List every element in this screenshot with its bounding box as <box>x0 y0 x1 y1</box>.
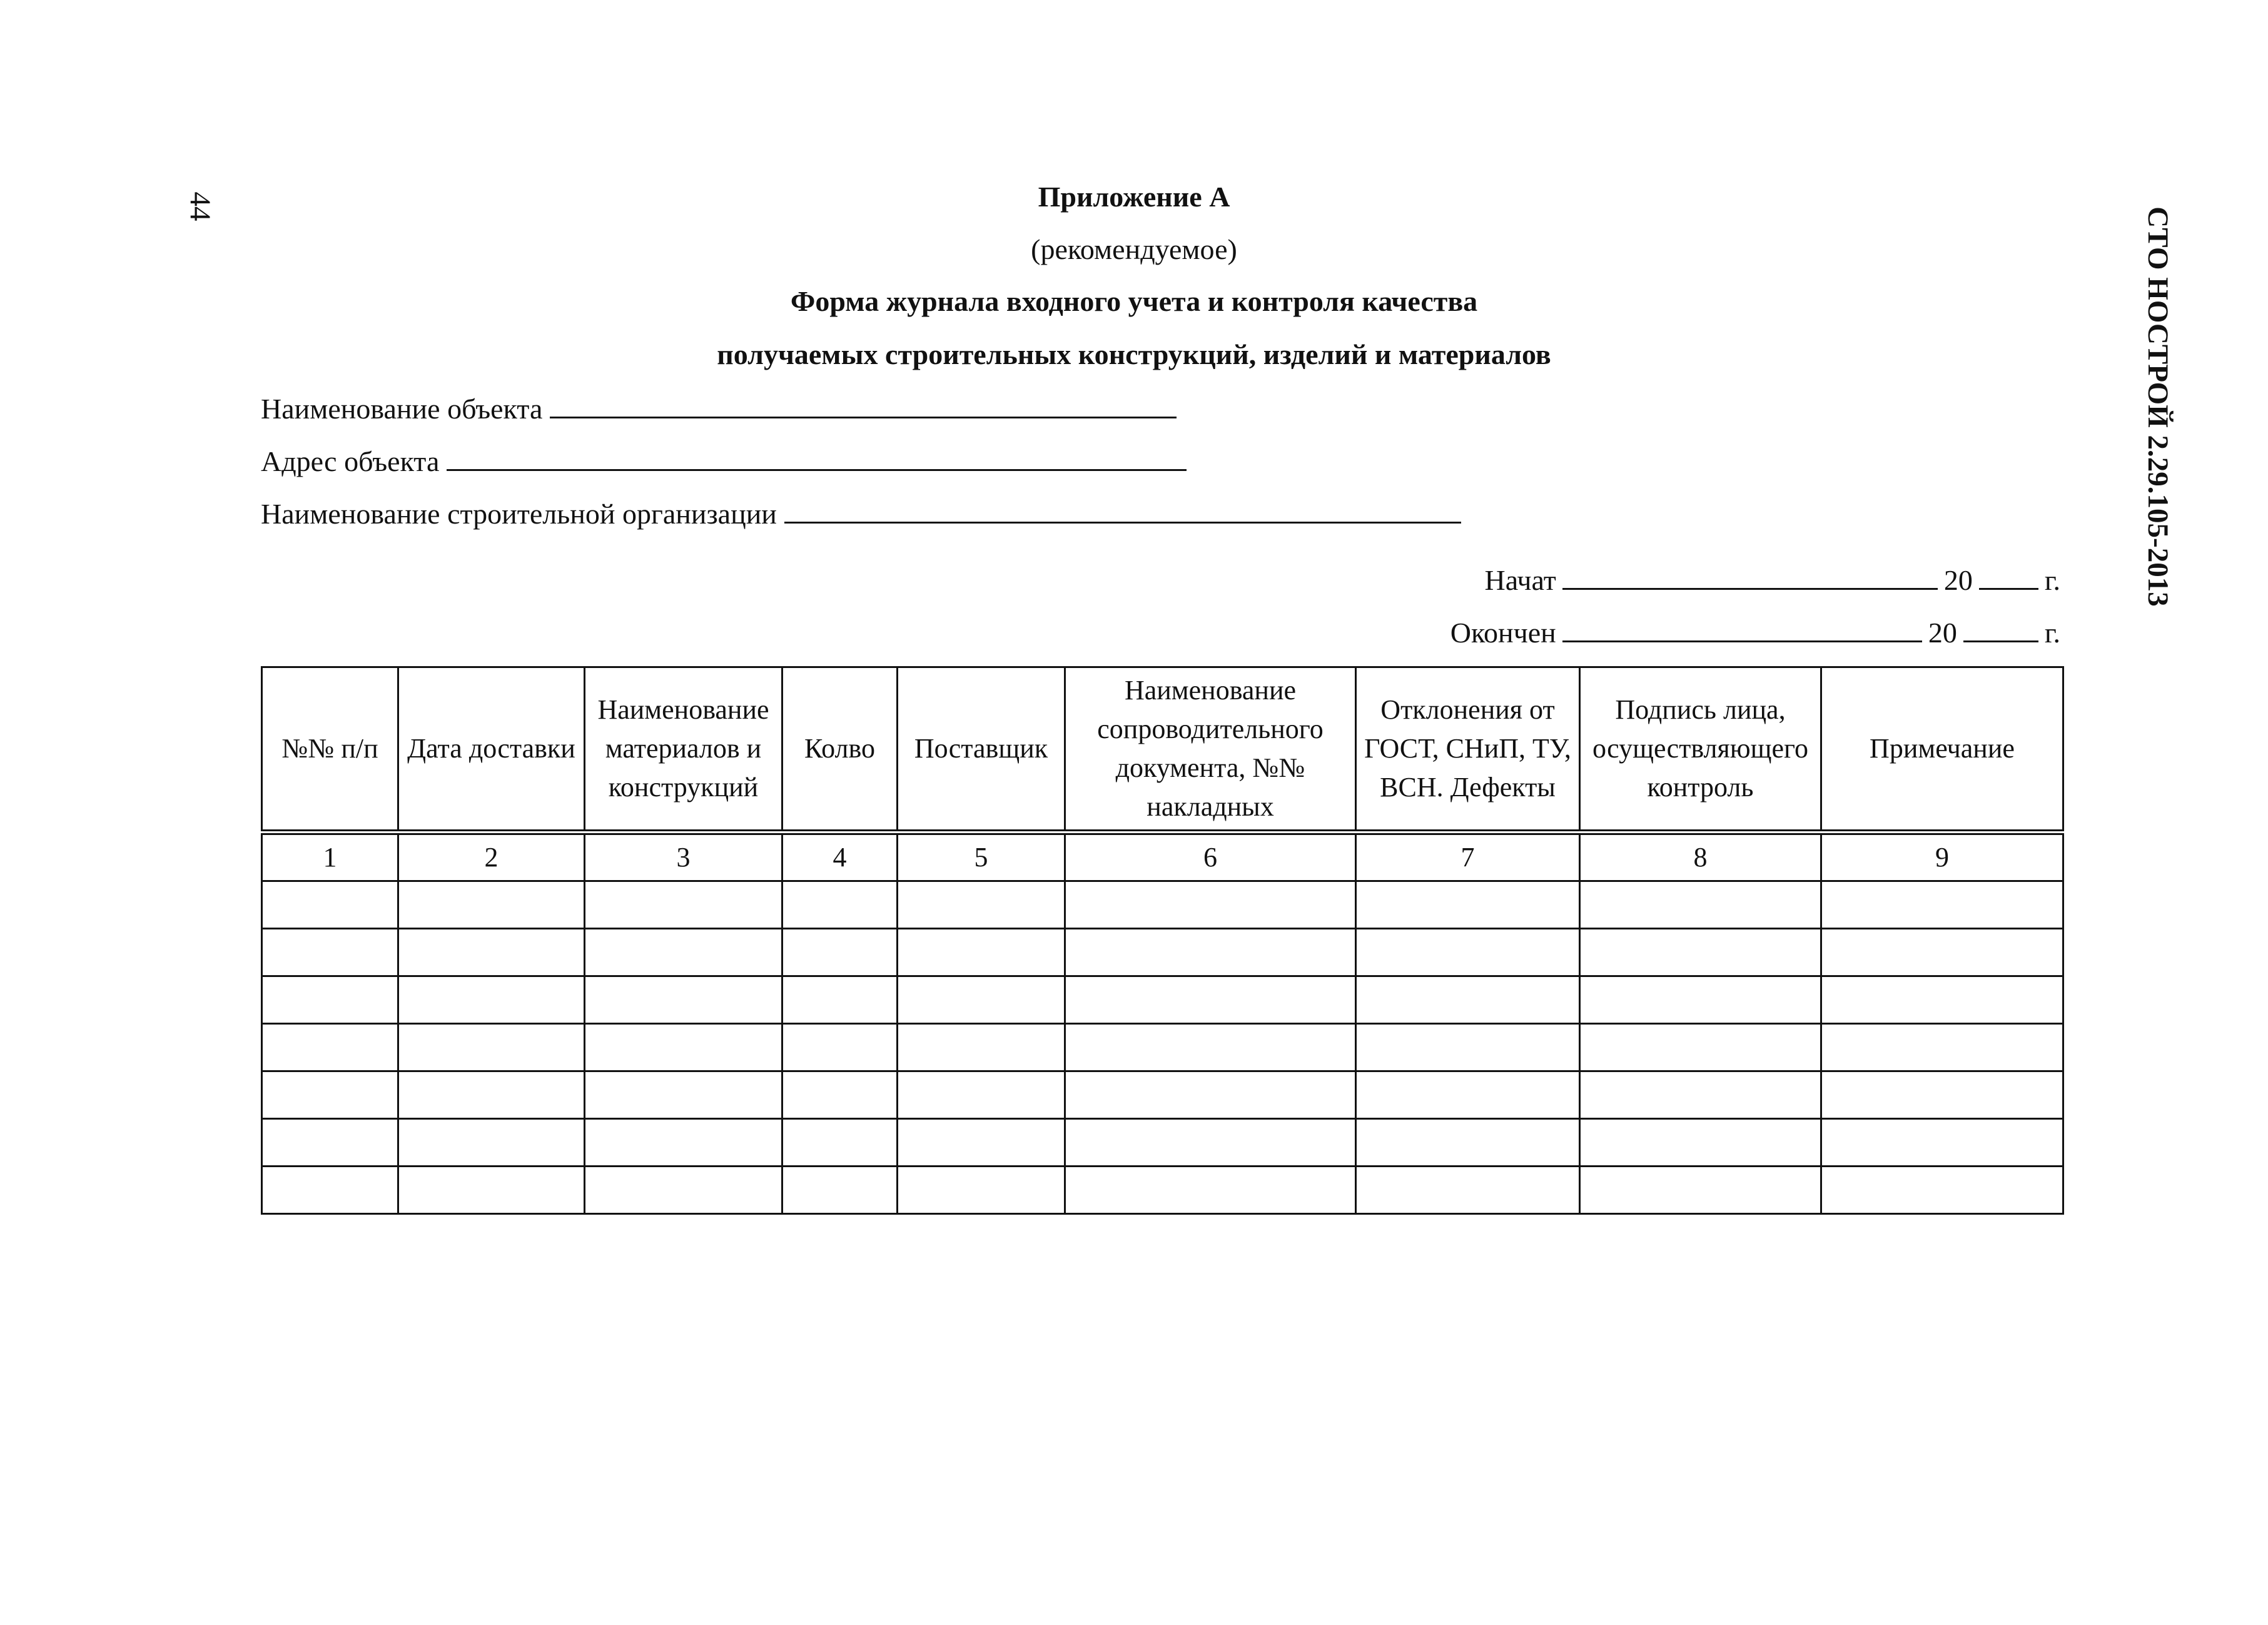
started-year-blank[interactable] <box>1979 560 2038 590</box>
table-cell[interactable] <box>398 1119 585 1167</box>
table-cell[interactable] <box>1821 1167 2063 1214</box>
table-cell[interactable] <box>1580 1119 1821 1167</box>
table-cell[interactable] <box>585 1167 782 1214</box>
journal-table <box>261 666 2064 1215</box>
table-cell[interactable] <box>262 929 398 976</box>
object-name-label: Наименование объекта <box>261 393 543 425</box>
table-cell[interactable] <box>1821 881 2063 929</box>
table-cell[interactable] <box>898 929 1065 976</box>
table-cell[interactable] <box>1580 929 1821 976</box>
header-accompanying-document: Наименование сопроводительного документа, №№ накладных <box>1065 667 1356 833</box>
table-row <box>262 976 2063 1024</box>
organization-field <box>261 494 1461 533</box>
table-cell[interactable] <box>898 976 1065 1024</box>
table-row <box>262 1071 2063 1119</box>
object-name-field <box>261 389 1177 428</box>
page-number: 44 <box>184 191 216 221</box>
table-cell[interactable] <box>585 1024 782 1071</box>
column-number: 6 <box>1065 833 1356 881</box>
table-cell[interactable] <box>1580 1167 1821 1214</box>
table-cell[interactable] <box>898 1167 1065 1214</box>
appendix-status: (рекомендуемое) <box>1031 233 1237 265</box>
table-cell[interactable] <box>262 1119 398 1167</box>
table-cell[interactable] <box>1580 1024 1821 1071</box>
table-cell[interactable] <box>1065 1119 1356 1167</box>
header-deviations: Отклонения от ГОСТ, СНиП, ТУ, ВСН. Дефекты <box>1356 667 1580 833</box>
table-cell[interactable] <box>1356 1119 1580 1167</box>
header-delivery-date: Дата доставки <box>398 667 585 833</box>
table-row <box>262 1167 2063 1214</box>
table-cell[interactable] <box>1356 929 1580 976</box>
table-cell[interactable] <box>1065 929 1356 976</box>
column-number: 2 <box>398 833 585 881</box>
object-address-blank[interactable] <box>447 442 1187 471</box>
column-number: 1 <box>262 833 398 881</box>
table-row <box>262 929 2063 976</box>
table-cell[interactable] <box>1821 976 2063 1024</box>
started-year-prefix: 20 <box>1943 564 1973 596</box>
table-cell[interactable] <box>1356 1024 1580 1071</box>
table-cell[interactable] <box>398 976 585 1024</box>
finished-year-suffix: г. <box>2044 617 2060 649</box>
table-cell[interactable] <box>398 929 585 976</box>
table-cell[interactable] <box>898 1071 1065 1119</box>
organization-blank[interactable] <box>784 494 1461 524</box>
table-cell[interactable] <box>898 1024 1065 1071</box>
table-cell[interactable] <box>1356 976 1580 1024</box>
table-cell[interactable] <box>1821 1071 2063 1119</box>
table-cell[interactable] <box>398 1071 585 1119</box>
object-address-label: Адрес объекта <box>261 445 440 477</box>
table-row <box>262 1024 2063 1071</box>
table-cell[interactable] <box>782 929 898 976</box>
column-number: 8 <box>1580 833 1821 881</box>
started-date-blank[interactable] <box>1562 560 1938 590</box>
table-cell[interactable] <box>782 1167 898 1214</box>
table-cell[interactable] <box>782 881 898 929</box>
table-cell[interactable] <box>398 1167 585 1214</box>
table-row <box>262 1119 2063 1167</box>
object-name-blank[interactable] <box>550 389 1177 418</box>
column-number: 3 <box>585 833 782 881</box>
header-note: Примечание <box>1821 667 2063 833</box>
table-cell[interactable] <box>262 976 398 1024</box>
table-cell[interactable] <box>262 1071 398 1119</box>
table-cell[interactable] <box>585 881 782 929</box>
appendix-title: Приложение А <box>1038 181 1230 213</box>
table-cell[interactable] <box>1580 1071 1821 1119</box>
table-cell[interactable] <box>898 1119 1065 1167</box>
header-number: №№ п/п <box>262 667 398 833</box>
table-cell[interactable] <box>262 1024 398 1071</box>
header-materials-name: Наименование материалов и конструкций <box>585 667 782 833</box>
table-cell[interactable] <box>1821 929 2063 976</box>
table-cell[interactable] <box>398 881 585 929</box>
table-cell[interactable] <box>585 976 782 1024</box>
table-cell[interactable] <box>398 1024 585 1071</box>
header-quantity: Колво <box>782 667 898 833</box>
finished-year-blank[interactable] <box>1963 613 2038 642</box>
table-cell[interactable] <box>262 1167 398 1214</box>
table-cell[interactable] <box>1356 881 1580 929</box>
finished-date-blank[interactable] <box>1562 613 1922 642</box>
table-cell[interactable] <box>1580 976 1821 1024</box>
table-cell[interactable] <box>898 881 1065 929</box>
finished-year-prefix: 20 <box>1928 617 1957 649</box>
finished-line <box>1450 613 2060 652</box>
table-cell[interactable] <box>1356 1167 1580 1214</box>
document-code: СТО НОСТРОЙ 2.29.105-2013 <box>2142 206 2174 607</box>
table-cell[interactable] <box>1065 1167 1356 1214</box>
column-number-row <box>262 833 2063 881</box>
started-label: Начат <box>1484 564 1556 596</box>
header-supplier: Поставщик <box>898 667 1065 833</box>
table-cell[interactable] <box>585 1071 782 1119</box>
table-cell[interactable] <box>1580 881 1821 929</box>
table-cell[interactable] <box>782 1024 898 1071</box>
table-cell[interactable] <box>585 929 782 976</box>
object-address-field <box>261 442 1187 480</box>
form-title-line-2: получаемых строительных конструкций, изделий и материалов <box>717 338 1551 370</box>
header-row <box>262 667 2063 833</box>
table-cell[interactable] <box>262 881 398 929</box>
column-number: 5 <box>898 833 1065 881</box>
table-cell[interactable] <box>1065 1024 1356 1071</box>
table-cell[interactable] <box>782 976 898 1024</box>
started-line <box>1485 560 2060 599</box>
header-inspector-signature: Подпись лица, осуществляющего контроль <box>1580 667 1821 833</box>
column-number: 9 <box>1821 833 2063 881</box>
table-cell[interactable] <box>1356 1071 1580 1119</box>
column-number: 4 <box>782 833 898 881</box>
table-cell[interactable] <box>1065 881 1356 929</box>
table-cell[interactable] <box>585 1119 782 1167</box>
started-year-suffix: г. <box>2044 564 2060 596</box>
table-cell[interactable] <box>1821 1024 2063 1071</box>
organization-label: Наименование строительной организации <box>261 498 777 530</box>
table-row <box>262 881 2063 929</box>
table-cell[interactable] <box>1821 1119 2063 1167</box>
form-title-line-1: Форма журнала входного учета и контроля качества <box>790 285 1478 317</box>
table-cell[interactable] <box>782 1119 898 1167</box>
finished-label: Окончен <box>1450 617 1556 649</box>
table-cell[interactable] <box>1065 1071 1356 1119</box>
column-number: 7 <box>1356 833 1580 881</box>
table-cell[interactable] <box>782 1071 898 1119</box>
table-cell[interactable] <box>1065 976 1356 1024</box>
